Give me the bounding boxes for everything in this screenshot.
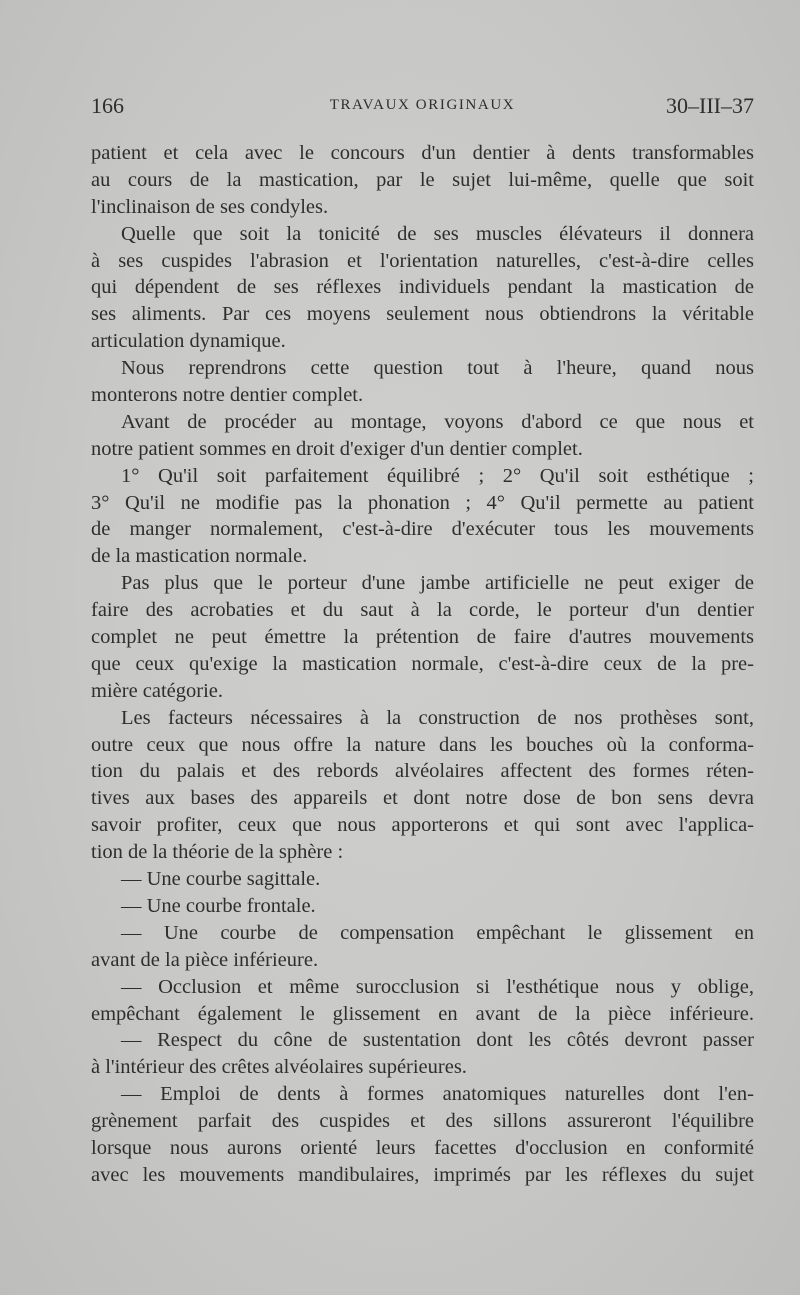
text-line: tion du palais et des rebords alvéolaires affectent des formes réten- [91, 760, 754, 783]
text-line: l'inclinaison de ses condyles. [91, 195, 329, 218]
text-line: avant de la pièce inférieure. [91, 948, 319, 971]
text-line: à l'intérieur des crêtes alvéolaires supérieures. [91, 1056, 467, 1079]
text-line: qui dépendent de ses réflexes individuels pendant la mastication de [91, 276, 754, 299]
text-line: — Emploi de dents à formes anatomiques naturelles dont l'en- [121, 1083, 754, 1106]
text-line: 1° Qu'il soit parfaitement équilibré ; 2° Qu'il soit esthétique ; [121, 464, 754, 487]
text-line: tion de la théorie de la sphère : [91, 841, 344, 864]
text-line: Avant de procéder au montage, voyons d'abord ce que nous et [121, 410, 754, 433]
running-title: TRAVAUX ORIGINAUX [329, 97, 516, 113]
text-line: outre ceux que nous offre la nature dans les bouches où la conforma- [91, 733, 754, 756]
text-line: patient et cela avec le concours d'un dentier à dents transformables [91, 142, 754, 164]
text-line: lorsque nous aurons orienté leurs facettes d'occlusion en conformité [91, 1136, 754, 1159]
text-line: empêchant également le glissement en avant de la pièce inférieure. [91, 1002, 754, 1025]
body-text [91, 140, 754, 1189]
text-line: au cours de la mastication, par le sujet lui-même, quelle que soit [91, 168, 754, 191]
text-line: 3° Qu'il ne modifie pas la phonation ; 4° Qu'il permette au patient [91, 491, 754, 514]
text-line: mière catégorie. [91, 679, 224, 702]
text-line: — Une courbe sagittale. [121, 868, 321, 891]
text-line: — Occlusion et même surocclusion si l'esthétique nous y oblige, [121, 975, 754, 998]
page-number: 166 [91, 93, 124, 118]
text-line: grènement parfait des cuspides et des sillons assureront l'équilibre [91, 1110, 754, 1133]
text-line: articulation dynamique. [91, 330, 286, 353]
text-line: complet ne peut émettre la prétention de faire d'autres mouvements [91, 626, 754, 649]
text-line: ses aliments. Par ces moyens seulement nous obtiendrons la véritable [91, 303, 754, 326]
text-line: Nous reprendrons cette question tout à l'heure, quand nous [121, 357, 754, 380]
text-line: que ceux qu'exige la mastication normale, c'est-à-dire ceux de la pre- [91, 652, 754, 675]
running-head [91, 93, 754, 121]
text-line: avec les mouvements mandibulaires, imprimés par les réflexes du sujet [91, 1163, 754, 1186]
text-line: Les facteurs nécessaires à la construction de nos prothèses sont, [121, 706, 754, 729]
text-line: de manger normalement, c'est-à-dire d'exécuter tous les mouvements [91, 518, 754, 541]
text-line: Pas plus que le porteur d'une jambe artificielle ne peut exiger de [121, 572, 754, 595]
text-line: tives aux bases des appareils et dont notre dose de bon sens devra [91, 787, 754, 810]
issue-date: 30–III–37 [666, 93, 754, 118]
text-line: notre patient sommes en droit d'exiger d'un dentier complet. [91, 437, 583, 460]
text-line: monterons notre dentier complet. [91, 384, 364, 407]
text-line: Quelle que soit la tonicité de ses muscles élévateurs il donnera [121, 222, 754, 245]
text-line: à ses cuspides l'abrasion et l'orientation naturelles, c'est-à-dire celles [91, 249, 754, 272]
text-line: faire des acrobaties et du saut à la corde, le porteur d'un dentier [91, 599, 754, 622]
text-line: — Une courbe de compensation empêchant le glissement en [121, 921, 754, 944]
text-line: — Une courbe frontale. [121, 894, 316, 917]
text-line: de la mastication normale. [91, 545, 308, 568]
text-line: savoir profiter, ceux que nous apporterons et qui sont avec l'applica- [91, 814, 754, 837]
text-line: — Respect du cône de sustentation dont les côtés devront passer [121, 1029, 754, 1052]
